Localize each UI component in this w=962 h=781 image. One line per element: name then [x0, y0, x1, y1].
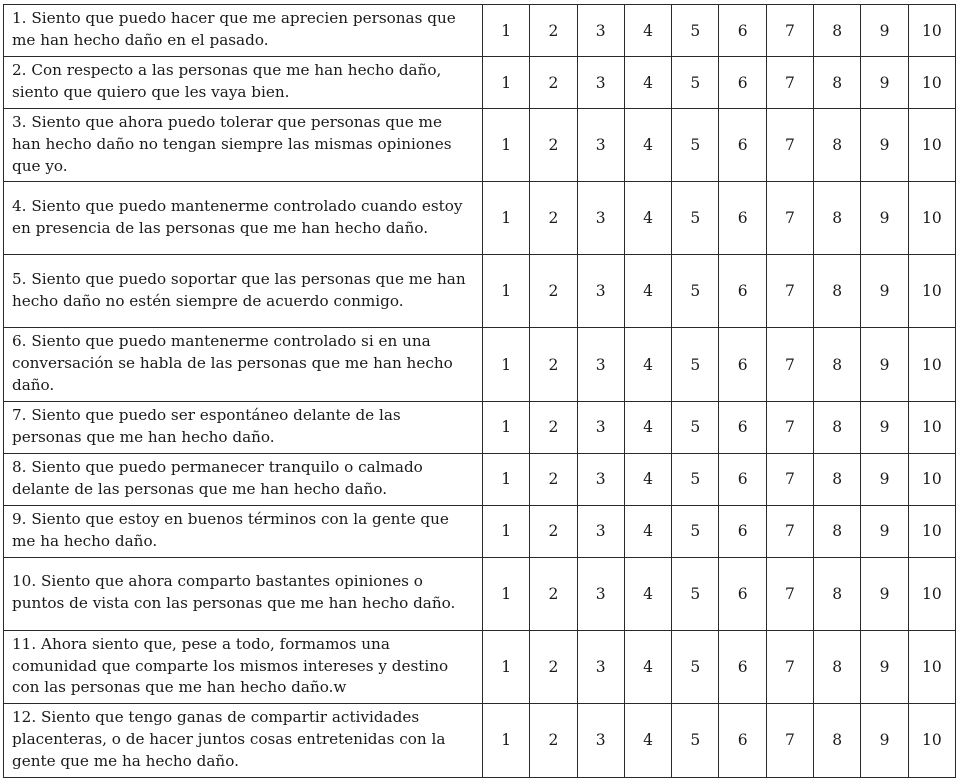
- table-row: [4, 255, 956, 328]
- scale-option-9[interactable]: 9: [861, 182, 908, 255]
- item-statement: 7. Siento que puedo ser espontáneo delante de las personas que me han hecho daño.: [4, 401, 483, 453]
- scale-option-7[interactable]: 7: [766, 5, 813, 57]
- scale-option-3[interactable]: 3: [577, 505, 624, 557]
- scale-option-5[interactable]: 5: [672, 557, 719, 630]
- scale-option-7[interactable]: 7: [766, 505, 813, 557]
- scale-option-1[interactable]: 1: [483, 57, 530, 109]
- scale-option-7[interactable]: 7: [766, 255, 813, 328]
- scale-option-6[interactable]: 6: [719, 505, 766, 557]
- scale-option-5[interactable]: 5: [672, 453, 719, 505]
- scale-option-3[interactable]: 3: [577, 401, 624, 453]
- scale-option-10[interactable]: 10: [908, 453, 955, 505]
- scale-option-1[interactable]: 1: [483, 630, 530, 703]
- scale-option-1[interactable]: 1: [483, 557, 530, 630]
- scale-option-1[interactable]: 1: [483, 109, 530, 182]
- scale-option-9[interactable]: 9: [861, 704, 908, 777]
- rating-scale-table: [3, 4, 956, 778]
- scale-option-4[interactable]: 4: [624, 182, 671, 255]
- scale-option-1[interactable]: 1: [483, 182, 530, 255]
- scale-option-10[interactable]: 10: [908, 704, 955, 777]
- scale-option-9[interactable]: 9: [861, 5, 908, 57]
- scale-option-4[interactable]: 4: [624, 453, 671, 505]
- scale-option-5[interactable]: 5: [672, 401, 719, 453]
- item-statement: 3. Siento que ahora puedo tolerar que personas que me han hecho daño no tengan siempre las mismas opiniones que yo.: [4, 109, 483, 182]
- scale-option-6[interactable]: 6: [719, 630, 766, 703]
- table-row: [4, 401, 956, 453]
- scale-option-2[interactable]: 2: [530, 182, 577, 255]
- scale-option-8[interactable]: 8: [814, 505, 861, 557]
- scale-option-4[interactable]: 4: [624, 505, 671, 557]
- scale-option-9[interactable]: 9: [861, 328, 908, 401]
- scale-option-7[interactable]: 7: [766, 401, 813, 453]
- scale-option-8[interactable]: 8: [814, 109, 861, 182]
- scale-option-1[interactable]: 1: [483, 505, 530, 557]
- scale-option-6[interactable]: 6: [719, 182, 766, 255]
- scale-option-3[interactable]: 3: [577, 182, 624, 255]
- scale-option-10[interactable]: 10: [908, 401, 955, 453]
- scale-option-10[interactable]: 10: [908, 5, 955, 57]
- scale-option-4[interactable]: 4: [624, 255, 671, 328]
- scale-option-9[interactable]: 9: [861, 255, 908, 328]
- scale-option-3[interactable]: 3: [577, 109, 624, 182]
- scale-option-1[interactable]: 1: [483, 255, 530, 328]
- scale-option-4[interactable]: 4: [624, 109, 671, 182]
- item-statement: 2. Con respecto a las personas que me han hecho daño, siento que quiero que les vaya bien.: [4, 57, 483, 109]
- scale-option-6[interactable]: 6: [719, 328, 766, 401]
- scale-option-3[interactable]: 3: [577, 328, 624, 401]
- scale-option-9[interactable]: 9: [861, 57, 908, 109]
- scale-option-6[interactable]: 6: [719, 109, 766, 182]
- item-statement: 10. Siento que ahora comparto bastantes opiniones o puntos de vista con las personas que me han hecho daño.: [4, 557, 483, 630]
- scale-option-7[interactable]: 7: [766, 557, 813, 630]
- scale-option-1[interactable]: 1: [483, 704, 530, 777]
- table-row: [4, 704, 956, 777]
- scale-option-9[interactable]: 9: [861, 401, 908, 453]
- item-statement: 8. Siento que puedo permanecer tranquilo o calmado delante de las personas que me han hecho daño.: [4, 453, 483, 505]
- scale-option-7[interactable]: 7: [766, 630, 813, 703]
- scale-option-4[interactable]: 4: [624, 557, 671, 630]
- table-row: [4, 57, 956, 109]
- scale-option-4[interactable]: 4: [624, 57, 671, 109]
- scale-option-5[interactable]: 5: [672, 182, 719, 255]
- scale-option-10[interactable]: 10: [908, 255, 955, 328]
- scale-option-5[interactable]: 5: [672, 57, 719, 109]
- scale-option-5[interactable]: 5: [672, 505, 719, 557]
- item-statement: 9. Siento que estoy en buenos términos con la gente que me ha hecho daño.: [4, 505, 483, 557]
- scale-option-5[interactable]: 5: [672, 255, 719, 328]
- scale-option-1[interactable]: 1: [483, 328, 530, 401]
- scale-option-4[interactable]: 4: [624, 704, 671, 777]
- table-row: [4, 630, 956, 703]
- scale-option-2[interactable]: 2: [530, 401, 577, 453]
- scale-option-1[interactable]: 1: [483, 453, 530, 505]
- scale-option-3[interactable]: 3: [577, 57, 624, 109]
- scale-option-9[interactable]: 9: [861, 453, 908, 505]
- scale-option-1[interactable]: 1: [483, 401, 530, 453]
- scale-option-8[interactable]: 8: [814, 255, 861, 328]
- item-statement: 11. Ahora siento que, pese a todo, formamos una comunidad que comparte los mismos intereses y destino con las personas que me han hecho daño.w: [4, 630, 483, 703]
- scale-option-9[interactable]: 9: [861, 630, 908, 703]
- scale-option-8[interactable]: 8: [814, 630, 861, 703]
- rating-scale-body: [4, 5, 956, 778]
- scale-option-2[interactable]: 2: [530, 630, 577, 703]
- scale-option-3[interactable]: 3: [577, 704, 624, 777]
- scale-option-7[interactable]: 7: [766, 109, 813, 182]
- item-statement: 5. Siento que puedo soportar que las personas que me han hecho daño no estén siempre de acuerdo conmigo.: [4, 255, 483, 328]
- scale-option-5[interactable]: 5: [672, 5, 719, 57]
- table-row: [4, 328, 956, 401]
- scale-option-2[interactable]: 2: [530, 57, 577, 109]
- scale-option-8[interactable]: 8: [814, 328, 861, 401]
- scale-option-2[interactable]: 2: [530, 453, 577, 505]
- scale-option-4[interactable]: 4: [624, 5, 671, 57]
- table-row: [4, 5, 956, 57]
- scale-option-2[interactable]: 2: [530, 557, 577, 630]
- scale-option-5[interactable]: 5: [672, 704, 719, 777]
- scale-option-5[interactable]: 5: [672, 109, 719, 182]
- scale-option-5[interactable]: 5: [672, 328, 719, 401]
- table-row: [4, 453, 956, 505]
- scale-option-2[interactable]: 2: [530, 505, 577, 557]
- scale-option-7[interactable]: 7: [766, 182, 813, 255]
- scale-option-4[interactable]: 4: [624, 401, 671, 453]
- scale-option-10[interactable]: 10: [908, 630, 955, 703]
- scale-option-4[interactable]: 4: [624, 328, 671, 401]
- item-statement: 6. Siento que puedo mantenerme controlado si en una conversación se habla de las personas que me han hecho daño.: [4, 328, 483, 401]
- scale-option-2[interactable]: 2: [530, 109, 577, 182]
- scale-option-8[interactable]: 8: [814, 557, 861, 630]
- scale-option-10[interactable]: 10: [908, 109, 955, 182]
- scale-option-2[interactable]: 2: [530, 328, 577, 401]
- scale-option-3[interactable]: 3: [577, 5, 624, 57]
- table-row: [4, 182, 956, 255]
- scale-option-5[interactable]: 5: [672, 630, 719, 703]
- table-row: [4, 505, 956, 557]
- scale-option-4[interactable]: 4: [624, 630, 671, 703]
- scale-option-8[interactable]: 8: [814, 5, 861, 57]
- scale-option-7[interactable]: 7: [766, 704, 813, 777]
- scale-option-7[interactable]: 7: [766, 453, 813, 505]
- scale-option-6[interactable]: 6: [719, 704, 766, 777]
- item-statement: 12. Siento que tengo ganas de compartir actividades placenteras, o de hacer juntos cosas entretenidas con la gente que me ha hecho daño.: [4, 704, 483, 777]
- table-row: [4, 109, 956, 182]
- scale-option-3[interactable]: 3: [577, 255, 624, 328]
- scale-option-7[interactable]: 7: [766, 328, 813, 401]
- scale-option-10[interactable]: 10: [908, 182, 955, 255]
- scale-option-9[interactable]: 9: [861, 109, 908, 182]
- scale-option-6[interactable]: 6: [719, 5, 766, 57]
- scale-option-6[interactable]: 6: [719, 57, 766, 109]
- scale-option-2[interactable]: 2: [530, 5, 577, 57]
- scale-option-8[interactable]: 8: [814, 453, 861, 505]
- scale-option-9[interactable]: 9: [861, 557, 908, 630]
- scale-option-6[interactable]: 6: [719, 401, 766, 453]
- scale-option-9[interactable]: 9: [861, 505, 908, 557]
- item-statement: 4. Siento que puedo mantenerme controlado cuando estoy en presencia de las personas que me han hecho daño.: [4, 182, 483, 255]
- scale-option-3[interactable]: 3: [577, 453, 624, 505]
- scale-option-6[interactable]: 6: [719, 557, 766, 630]
- scale-option-2[interactable]: 2: [530, 255, 577, 328]
- scale-option-8[interactable]: 8: [814, 57, 861, 109]
- scale-option-6[interactable]: 6: [719, 255, 766, 328]
- scale-option-7[interactable]: 7: [766, 57, 813, 109]
- scale-option-10[interactable]: 10: [908, 557, 955, 630]
- item-statement: 1. Siento que puedo hacer que me aprecien personas que me han hecho daño en el pasado.: [4, 5, 483, 57]
- scale-option-8[interactable]: 8: [814, 401, 861, 453]
- scale-option-3[interactable]: 3: [577, 630, 624, 703]
- scale-option-1[interactable]: 1: [483, 5, 530, 57]
- scale-option-2[interactable]: 2: [530, 704, 577, 777]
- scale-option-6[interactable]: 6: [719, 453, 766, 505]
- scale-option-8[interactable]: 8: [814, 704, 861, 777]
- scale-option-3[interactable]: 3: [577, 557, 624, 630]
- table-row: [4, 557, 956, 630]
- scale-option-10[interactable]: 10: [908, 57, 955, 109]
- scale-option-10[interactable]: 10: [908, 505, 955, 557]
- scale-option-10[interactable]: 10: [908, 328, 955, 401]
- scale-option-8[interactable]: 8: [814, 182, 861, 255]
